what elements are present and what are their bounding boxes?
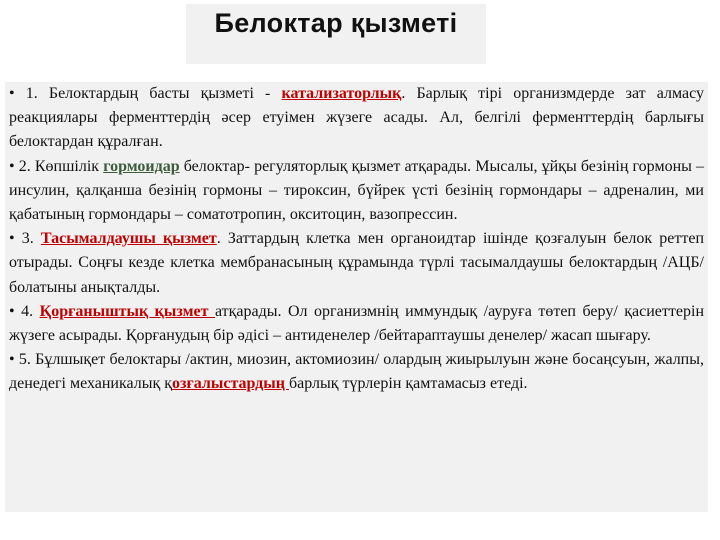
paragraph-5: [9, 348, 704, 396]
paragraph-5-text-before: • 5. Бұлшықет белоктары /актин, миозин, актомиозин/ олардың жиырылуын және босаңсуын, жалпы, денедегі механикалық қ: [9, 351, 704, 393]
paragraph-3-text-before: • 3.: [9, 230, 41, 248]
paragraph-1-keyword: катализаторлық: [281, 85, 402, 102]
slide-content: [5, 82, 708, 512]
paragraph-3: [9, 227, 704, 300]
paragraph-4-text-before: • 4.: [9, 302, 40, 320]
paragraph-5-text-after: барлық түрлерін қамтамасыз етеді.: [288, 375, 528, 393]
paragraph-5-keyword: озғалыстардың: [172, 375, 289, 393]
slide-title: Белоктар қызметі: [214, 8, 458, 38]
paragraph-2-text-before: • 2. Көпшілік: [9, 157, 104, 175]
paragraph-3-keyword: Тасымалдаушы қызмет: [40, 230, 217, 248]
paragraph-4: [9, 300, 704, 348]
paragraph-2-text-after: белоктар- регуляторлық қызмет атқарады. Мысалы, ұйқы безінің гормоны – инсулин, қалқанша безінің гормоны – тироксин, бүйрек үсті безінің гормондары – адреналин, ми қабатының гормондары – соматотропин, окситоцин, вазопрессин.: [9, 157, 705, 224]
paragraph-1-text-before: • 1. Белоктардың басты қызметі -: [9, 85, 282, 102]
paragraph-3-text-after: . Заттардың клетка мен органоидтар ішінде қозғалуын белок реттеп отырады. Соңғы кезде клетка мембранасының құрамында түрлі тасымалдаушы белоктардың /АЦБ/ болатыны анықталды.: [9, 230, 705, 296]
paragraph-4-keyword: Қорғаныштық қызмет: [39, 302, 215, 320]
paragraph-1: [9, 82, 704, 155]
paragraph-2-keyword: гормоидар: [103, 157, 180, 175]
paragraph-1-text-after: . Барлық тірі организмдерде зат алмасу реакциялары ферменттердің әсер етуімен жүзеге асады. Ал, белгілі ферменттердің барлығы белоктардан құралған.: [9, 85, 704, 151]
paragraph-2: [9, 155, 704, 228]
paragraph-4-text-after: атқарады. Ол организмнің иммундық /ауруға төтеп беру/ қасиеттерін жүзеге асырады. Қорғанудың бір әдісі – антиденелер /бейтараптаушы денелер/ жасап шығару.: [9, 302, 705, 345]
